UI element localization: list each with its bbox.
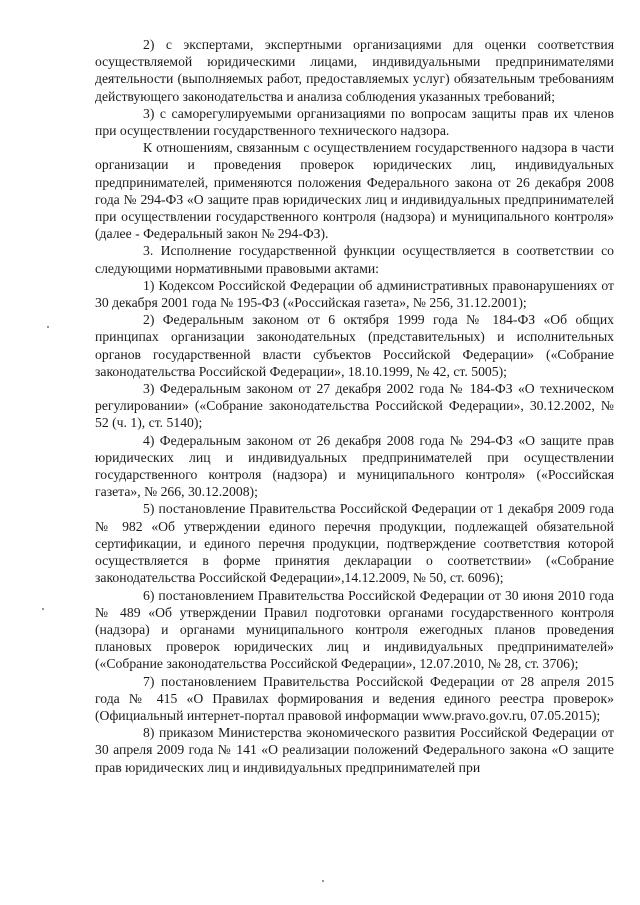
list-item-5: 5) постановление Правительства Российской Федерации от 1 декабря 2009 года № 982 «Об утверждении единого перечня продукции, подлежащей обязательной сертификации, и единого перечня продукции, подтверждение соответствия которой осуществляется в форме принятия декларации о соответствии» («Собрание законодательства Российской Федерации»,14.12.2009, № 50, ст. 6096); [95,501,614,586]
paragraph-experts: 2) с экспертами, экспертными организациями для оценки соответствия осуществляемой юридическими лицами, индивидуальными предпринимателями деятельности (выполняемых работ, предоставляемых услуг) обязательным требованиям действующего законодательства и анализа соблюдения указанных требований; [95,37,614,104]
paragraph-relations: К отношениям, связанным с осуществлением государственного надзора в части организации и проведения проверок юридических лиц, индивидуальных предпринимателей, применяются положения Федерального закона от 26 декабря 2008 года № 294-ФЗ «О защите прав юридических лиц и индивидуальных предпринимателей при осуществлении государственного контроля (надзора) и муниципального контроля» (далее - Федеральный закон № 294-ФЗ). [95,140,614,242]
list-item-1: 1) Кодексом Российской Федерации об административных правонарушениях от 30 декабря 2001 года № 195-ФЗ («Российская газета», № 256, 31.12.2001); [95,277,614,311]
list-item-6: 6) постановлением Правительства Российской Федерации от 30 июня 2010 года № 489 «Об утверждении Правил подготовки органами государственного контроля (надзора) и органами муниципального контроля ежегодных планов проведения плановых проверок юридических лиц и индивидуальных предпринимателей» («Собрание законодательства Российской Федерации», 12.07.2010, № 28, ст. 3706); [95,587,614,672]
list-item-2: 2) Федеральным законом от 6 октября 1999 года № 184-ФЗ «Об общих принципах организации законодательных (представительных) и исполнительных органов государственной власти субъектов Российской Федерации» («Собрание законодательства Российской Федерации», 18.10.1999, № 42, ст. 5005); [95,312,614,379]
scan-speck [47,326,49,328]
list-item-7: 7) постановлением Правительства Российской Федерации от 28 апреля 2015 года № 415 «О Правилах формирования и ведения единого реестра проверок» (Официальный интернет-портал правовой информации www.pravo.gov.ru, 07.05.2015); [95,673,614,723]
list-item-8: 8) приказом Министерства экономического развития Российской Федерации от 30 апреля 2009 года № 141 «О реализации положений Федерального закона «О защите прав юридических лиц и индивидуальных предпринимателей при [95,725,614,775]
paragraph-sro: 3) с саморегулируемыми организациями по вопросам защиты прав их членов при осуществлении государственного технического надзора. [95,105,614,139]
paragraph-section-3: 3. Исполнение государственной функции осуществляется в соответствии со следующими нормативными правовыми актами: [95,243,614,276]
list-item-3: 3) Федеральным законом от 27 декабря 2002 года № 184-ФЗ «О техническом регулировании» («Собрание законодательства Российской Федерации», 30.12.2002, № 52 (ч. 1), ст. 5140); [95,381,614,431]
list-item-4: 4) Федеральным законом от 26 декабря 2008 года № 294-ФЗ «О защите прав юридических лиц и индивидуальных предпринимателей при осуществлении государственного контроля (надзора) и муниципального контроля» («Российская газета», № 266, 30.12.2008); [95,432,614,500]
document-body [95,36,614,776]
scan-speck [42,608,44,610]
scan-speck [322,880,324,882]
